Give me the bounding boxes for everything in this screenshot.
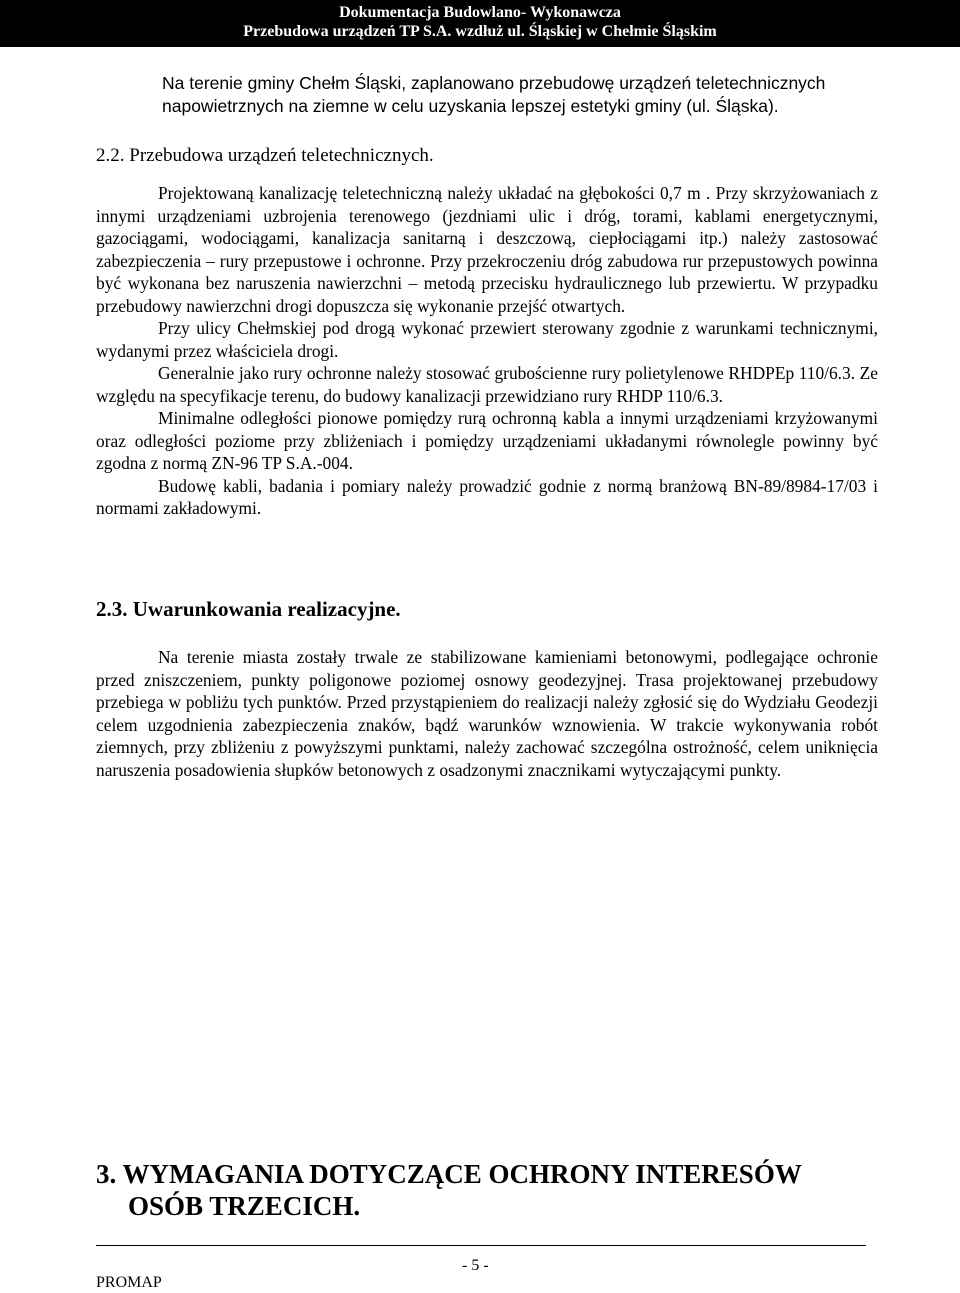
footer-divider <box>96 1245 866 1246</box>
footer-company: PROMAP <box>96 1274 162 1291</box>
section-2-3-heading: 2.3. Uwarunkowania realizacyjne. <box>96 597 401 621</box>
document-header <box>0 0 960 47</box>
section-2-2-heading: 2.2. Przebudowa urządzeń teletechnicznych. <box>96 145 434 166</box>
section-2-3-body <box>96 646 878 781</box>
section-3-heading-line1: 3. WYMAGANIA DOTYCZĄCE OCHRONY INTERESÓW <box>96 1159 802 1189</box>
paragraph: Przy ulicy Chełmskiej pod drogą wykonać przewiert sterowany zgodnie z warunkami technicznymi, wydanymi przez właściciela drogi. <box>96 318 878 361</box>
paragraph: Na terenie miasta zostały trwale ze stabilizowane kamieniami betonowymi, podlegające ochronie przed zniszczeniem, punkty poligonowe poziomej osnowy geodezyjnej. Trasa projektowanej przebudowy przebiega w pobliżu tych punktów. Przed przystąpieniem do realizacji należy zgłosić się do Wydziału Geodezji celem uzgodnienia zabezpieczenia znaków, bądź warunków wznowienia. W trakcie wykonywania robót ziemnych, przy zbliżeniu z powyższymi punktami, należy zachować szczególna ostrożność, celem uniknięcia naruszenia posadowienia słupków betonowych z osadzonymi znacznikami wytyczającymi punkty. <box>96 647 878 780</box>
paragraph: Minimalne odległości pionowe pomiędzy rurą ochronną kabla a innymi urządzeniami krzyżowanymi oraz odległości poziome przy zbliżeniach i pomiędzy urządzeniami układanymi równolegle powinny być zgodna z normą ZN-96 TP S.A.-004. <box>96 408 878 473</box>
header-title: Dokumentacja Budowlano- Wykonawcza <box>339 4 621 21</box>
header-subtitle: Przebudowa urządzeń TP S.A. wzdłuż ul. Śląskiej w Chełmie Śląskim <box>243 23 717 40</box>
section-3-heading <box>96 1158 802 1222</box>
section-2-2-body <box>96 182 878 520</box>
paragraph: Projektowaną kanalizację teletechniczną należy układać na głębokości 0,7 m . Przy skrzyżowaniach z innymi urządzeniami uzbrojenia terenowego (jezdniami ulic i dróg, torami, kablami energetycznymi, gazociągami, wodociągami, kanalizacja sanitarną i deszczową, ciepłociągami itp.) należy zastosować zabezpieczenia – rury przepustowe i ochronne. Przy przekroczeniu dróg zabudowa rur przepustowych powinna być wykonana bez naruszenia nawierzchni – metodą przecisku hydraulicznego lub przewiertu. W przypadku przebudowy nawierzchni drogi dopuszcza się wykonanie przejść otwartych. <box>96 183 878 316</box>
paragraph: Budowę kabli, badania i pomiary należy prowadzić godnie z normą branżową BN-89/8984-17/03 i normami zakładowymi. <box>96 475 878 518</box>
paragraph: Generalnie jako rury ochronne należy stosować grubościenne rury polietylenowe RHDPEp 110/6.3. Ze względu na specyfikacje terenu, do budowy kanalizacji przewidziano rury RHDP 110/6.3. <box>96 363 878 406</box>
intro-paragraph: Na terenie gminy Chełm Śląski, zaplanowano przebudowę urządzeń teletechnicznych napowietrznych na ziemne w celu uzyskania lepszej estetyki gminy (ul. Śląska). <box>162 73 826 116</box>
section-3-heading-line2: OSÓB TRZECICH. <box>128 1191 361 1221</box>
page-number: - 5 - <box>462 1257 489 1274</box>
